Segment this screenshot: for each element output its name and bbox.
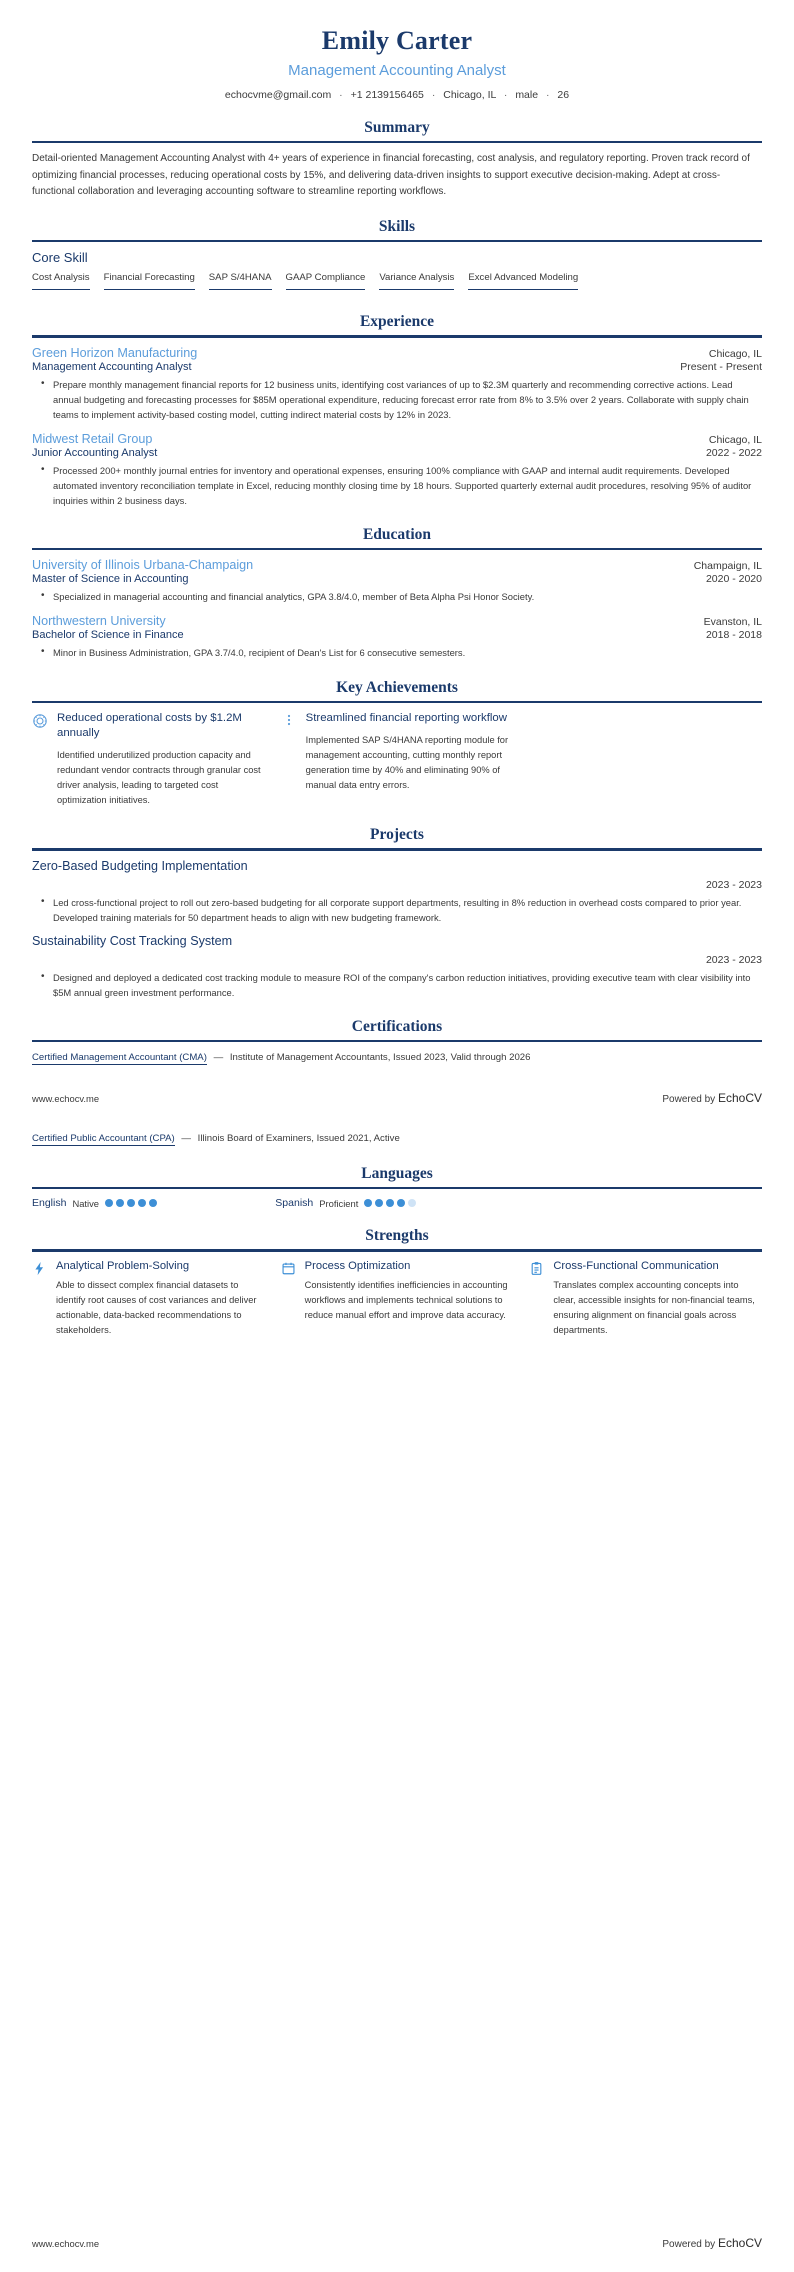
- section-languages: [32, 1165, 762, 1209]
- skill-item: Financial Forecasting: [104, 272, 195, 290]
- language-name: English: [32, 1197, 67, 1210]
- education-bullets: [32, 645, 762, 660]
- project-item: [32, 934, 762, 1000]
- experience-dates: 2022 - 2022: [705, 446, 762, 459]
- skill-item: Variance Analysis: [379, 272, 454, 290]
- experience-dates: Present - Present: [680, 360, 762, 373]
- certification-item: [32, 1131, 762, 1146]
- section-rule: [32, 548, 762, 550]
- bullet-item: • Specialized in managerial accounting and financial analytics, GPA 3.8/4.0, member of Beta Alpha Psi Honor Society.: [45, 589, 762, 604]
- achievement-title: Streamlined financial reporting workflow: [305, 711, 507, 724]
- experience-location: Chicago, IL: [708, 433, 762, 446]
- project-title: Sustainability Cost Tracking System: [32, 933, 233, 948]
- project-bullets: [32, 895, 762, 925]
- certification-detail: Illinois Board of Examiners, Issued 2021, Active: [197, 1133, 400, 1145]
- section-rule: [32, 1187, 762, 1189]
- rating-dot: [105, 1199, 113, 1207]
- education-degree: Master of Science in Accounting: [32, 573, 189, 586]
- summary-text: Detail-oriented Management Accounting Analyst with 4+ years of experience in financial forecasting, cost analysis, and regulatory reporting. Proven track record of optimizing financial processes, reducing operational costs by 15%, and delivering data-driven insights to support executive decision-making. Adept at cross-functional collaboration and leveraging accounting software to streamline reporting workflows.: [32, 153, 750, 197]
- bullet-item: • Minor in Business Administration, GPA 3.7/4.0, recipient of Dean's List for 6 consecutive semesters.: [45, 645, 762, 660]
- achievement-title: Reduced operational costs by $1.2M annually: [57, 711, 242, 739]
- certification-detail: Institute of Management Accountants, Issued 2023, Valid through 2026: [229, 1052, 531, 1064]
- section-certifications: [32, 1018, 762, 1066]
- section-title-certifications: Certifications: [351, 1017, 443, 1035]
- project-bullets: [32, 970, 762, 1000]
- contact-location: Chicago, IL: [443, 89, 496, 101]
- experience-role: Management Accounting Analyst: [32, 360, 192, 373]
- vertical-dots-icon: [281, 713, 297, 729]
- section-rule: [32, 335, 762, 337]
- skill-item: SAP S/4HANA: [209, 272, 272, 290]
- contact-age: 26: [557, 89, 570, 101]
- section-title-strengths: Strengths: [365, 1227, 429, 1245]
- achievements-grid: [32, 711, 762, 808]
- rating-dot: [127, 1199, 135, 1207]
- footer-powered-prefix: Powered by: [662, 1094, 718, 1106]
- section-education: [32, 526, 762, 660]
- contact-phone: +1 2139156465: [350, 89, 424, 101]
- education-bullets: [32, 589, 762, 604]
- contact-line: [32, 89, 762, 101]
- language-rating-dots: [105, 1199, 157, 1207]
- footer-powered-prefix: Powered by: [662, 2239, 718, 2250]
- section-title-education: Education: [362, 526, 432, 544]
- section-rule: [32, 141, 762, 143]
- section-key-achievements: [32, 679, 762, 809]
- section-skills: [32, 218, 762, 295]
- experience-company: Green Horizon Manufacturing: [32, 345, 198, 360]
- page-break: [32, 1105, 762, 1131]
- language-level: Proficient: [319, 1197, 359, 1209]
- footer-brand-name: EchoCV: [717, 1091, 762, 1106]
- section-rule: [32, 701, 762, 703]
- contact-separator: ·: [546, 89, 550, 101]
- rating-dot: [116, 1199, 124, 1207]
- section-rule: [32, 1249, 762, 1251]
- achievement-empty-slot: [529, 711, 762, 808]
- rating-dot: [386, 1199, 394, 1207]
- page-footer: [32, 1091, 762, 1105]
- education-dates: 2020 - 2020: [705, 573, 762, 586]
- languages-list: [32, 1197, 762, 1209]
- language-name: Spanish: [275, 1197, 314, 1210]
- section-title-summary: Summary: [364, 119, 430, 136]
- section-strengths: [32, 1227, 762, 1338]
- contact-separator: ·: [431, 89, 436, 101]
- strengths-grid: [32, 1260, 762, 1338]
- experience-bullets: [32, 377, 762, 422]
- footer-website[interactable]: www.echocv.me: [32, 1093, 100, 1105]
- certification-dash: —: [213, 1052, 224, 1064]
- section-certifications-continued: [32, 1131, 762, 1146]
- language-item: [275, 1197, 518, 1209]
- skill-item: Cost Analysis: [32, 272, 90, 290]
- strength-item: [529, 1260, 762, 1338]
- strength-description: Consistently identifies inefficiencies in accounting workflows and implements technical solutions to reduce manual effort and improve data accuracy.: [304, 1279, 508, 1320]
- certification-item: [32, 1050, 762, 1065]
- experience-company: Midwest Retail Group: [32, 431, 153, 446]
- rating-dot: [138, 1199, 146, 1207]
- achievement-item: [32, 711, 265, 808]
- certification-name: Certified Management Accountant (CMA): [32, 1052, 207, 1064]
- certification-name: Certified Public Accountant (CPA): [32, 1133, 175, 1145]
- section-title-achievements: Key Achievements: [336, 678, 458, 696]
- section-title-projects: Projects: [370, 826, 424, 844]
- experience-role: Junior Accounting Analyst: [32, 446, 158, 459]
- experience-entry: [32, 432, 762, 508]
- education-entry: [32, 558, 762, 604]
- strength-title: Process Optimization: [304, 1259, 411, 1272]
- section-experience: [32, 313, 762, 508]
- footer-brand-name: EchoCV: [717, 2236, 762, 2250]
- project-dates: 2023 - 2023: [705, 953, 762, 966]
- page-footer-bottom-wrap: [0, 2236, 794, 2250]
- strength-title: Analytical Problem-Solving: [56, 1259, 190, 1272]
- rating-dot: [408, 1199, 416, 1207]
- skill-item: GAAP Compliance: [286, 272, 366, 290]
- footer-brand: [662, 1091, 762, 1105]
- skill-group-title: Core Skill: [32, 250, 88, 266]
- education-school: University of Illinois Urbana-Champaign: [32, 558, 254, 573]
- section-rule: [32, 848, 762, 850]
- experience-entry: [32, 346, 762, 422]
- contact-email: echocvme@gmail.com: [224, 89, 332, 101]
- section-title-experience: Experience: [359, 313, 435, 331]
- contact-gender: male: [515, 89, 539, 101]
- bullet-item: • Led cross-functional project to roll out zero-based budgeting for all corporate support departments, resulting in 8% reduction in overhead costs compared to prior year. Developed training materials for 50 department heads to align with new budgeting framework.: [45, 895, 762, 925]
- globe-gear-icon: [32, 713, 48, 729]
- project-dates: 2023 - 2023: [705, 878, 762, 891]
- language-level: Native: [72, 1197, 100, 1209]
- rating-dot: [375, 1199, 383, 1207]
- rating-dot: [397, 1199, 405, 1207]
- education-location: Champaign, IL: [693, 560, 762, 573]
- experience-bullets: [32, 463, 762, 508]
- education-school: Northwestern University: [32, 614, 166, 629]
- language-rating-dots: [364, 1199, 416, 1207]
- section-summary: [32, 119, 762, 200]
- certification-dash: —: [181, 1133, 191, 1145]
- clipboard-icon: [529, 1261, 544, 1276]
- strength-item: [32, 1260, 265, 1338]
- footer-website[interactable]: www.echocv.me: [32, 2238, 100, 2249]
- section-rule: [32, 1040, 762, 1042]
- bottom-spacer: [32, 1338, 762, 1378]
- language-item: [32, 1197, 275, 1209]
- resume-header: [32, 26, 762, 101]
- skill-list: [32, 272, 762, 295]
- section-projects: [32, 826, 762, 1000]
- candidate-name: Emily Carter: [321, 26, 473, 55]
- lightning-bolt-icon: [32, 1261, 47, 1276]
- contact-separator: ·: [339, 89, 343, 101]
- rating-dot: [364, 1199, 372, 1207]
- achievement-description: Identified underutilized production capacity and redundant vendor contracts through granular cost driver analysis, leading to targeted cost optimization initiatives.: [57, 749, 261, 806]
- achievement-description: Implemented SAP S/4HANA reporting module for management accounting, cutting monthly report generation time by 40% and eliminating 90% of manual data entry errors.: [305, 734, 509, 791]
- contact-separator: ·: [503, 89, 508, 101]
- strength-item: [281, 1260, 514, 1338]
- section-title-skills: Skills: [378, 217, 416, 235]
- bullet-item: • Processed 200+ monthly journal entries for inventory and operational expenses, ensuring 100% compliance with GAAP and internal audit requirements. Developed automated inventory reconciliation template in Excel, reducing monthly closing time by 18 hours. Supported quarterly external audit procedures, resolving 95% of auditor inquiries within 2 business days.: [45, 463, 762, 508]
- achievement-item: [281, 711, 514, 808]
- bullet-item: • Prepare monthly management financial reports for 12 business units, identifying cost variances of up to $2.3M quarterly and recommending corrective actions. Lead annual budgeting and forecasting processes for $85M operational expenditure, reducing forecast error rate from 8% to 3.5% over 2 years. Collaborate with supply chain teams to implement activity-based costing model, cutting indirect material costs by 12% in 2023.: [45, 377, 762, 422]
- bullet-item: • Designed and deployed a dedicated cost tracking module to measure ROI of the company's carbon reduction initiatives, providing executive team with clear visibility into $5M annual green investment performance.: [45, 970, 762, 1000]
- strength-description: Translates complex accounting concepts into clear, accessible insights for non-financial teams, ensuring alignment on financial goals across departments.: [553, 1279, 755, 1335]
- skill-item: Excel Advanced Modeling: [468, 272, 578, 290]
- strength-description: Able to dissect complex financial datasets to identify root causes of cost variances and deliver actionable, data-backed recommendations to stakeholders.: [56, 1279, 257, 1335]
- project-title: Zero-Based Budgeting Implementation: [32, 858, 248, 873]
- education-location: Evanston, IL: [703, 616, 762, 629]
- education-dates: 2018 - 2018: [705, 629, 762, 642]
- education-entry: [32, 614, 762, 660]
- section-title-languages: Languages: [361, 1164, 433, 1182]
- strength-title: Cross-Functional Communication: [553, 1259, 719, 1272]
- calendar-icon: [281, 1261, 296, 1276]
- education-degree: Bachelor of Science in Finance: [32, 629, 184, 642]
- resume-page: [0, 26, 794, 1378]
- footer-brand: [662, 2236, 762, 2250]
- candidate-title: Management Accounting Analyst: [288, 62, 506, 79]
- experience-location: Chicago, IL: [708, 347, 762, 360]
- section-rule: [32, 240, 762, 242]
- project-item: [32, 859, 762, 925]
- rating-dot: [149, 1199, 157, 1207]
- page-footer-bottom: [32, 2236, 762, 2250]
